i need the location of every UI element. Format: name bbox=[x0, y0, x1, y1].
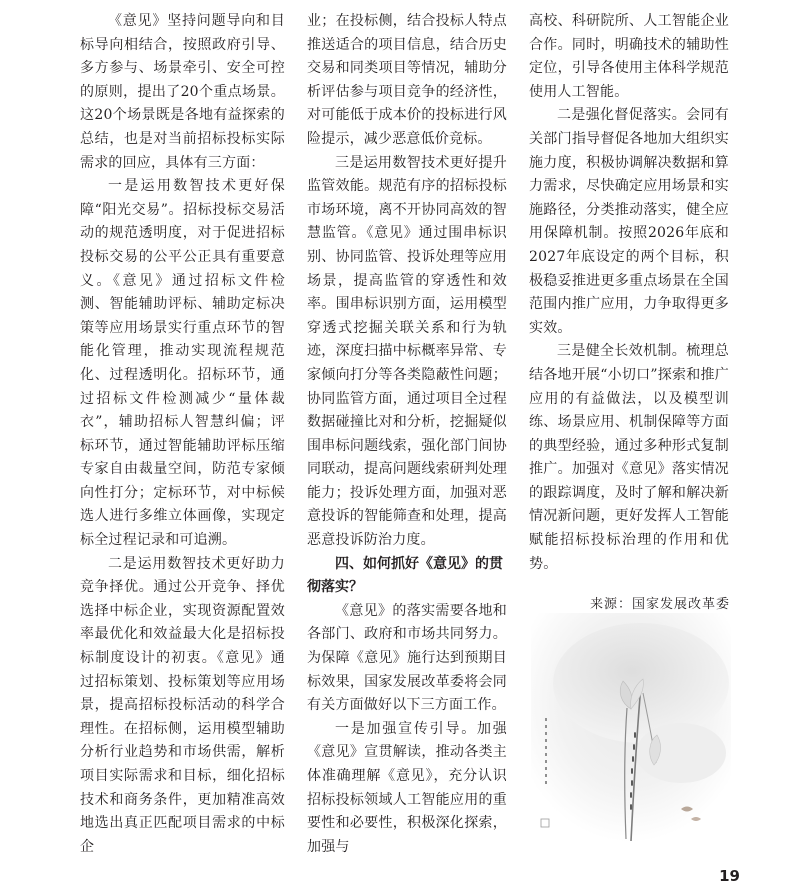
paragraph-continued: 高校、科研院所、人工智能企业合作。同时，明确技术的辅助性定位，引导各使用主体科学规范使用人工智能。 bbox=[529, 13, 729, 100]
paragraph: 《意见》的落实需要各地和各部门、政府和市场共同努力。为保障《意见》施行达到预期目标效果，国家发展改革委将会同有关方面做好以下三方面工作。 bbox=[307, 602, 507, 714]
paragraph: 一是加强宣传引导。加强《意见》宣贯解读，推动各类主体准确理解《意见》，充分认识招标投标领域人工智能应用的重要性和必要性，积极深化探索，加强与 bbox=[307, 720, 507, 855]
paragraph-continued: 《意见》坚持问题导向和目标导向相结合，按照政府引导、多方参与、场景牵引、安全可控的原则，提出了20个重点场景。这20个场景既是各地有益探索的总结，也是对当前招标投标实际需求的回应，具体有三方面： bbox=[80, 13, 285, 171]
paragraph: 一是运用数智技术更好保障“阳光交易”。招标投标交易活动的规范透明度，对于促进招标投标交易的公平公正具有重要意义。《意见》通过招标文件检测、智能辅助评标、辅助定标决策等应用场景实行重点环节的智能化管理，推动实现流程规范化、过程透明化。招标环节，通过招标文件检测减少“量体裁衣”，辅助招标人智慧纠偏；评标环节，通过智能辅助评标压缩专家自由裁量空间，防范专家倾向性打分；定标环节，对中标候选人进行多维立体画像，实现定标全过程记录和可追溯。 bbox=[80, 178, 285, 549]
ink-painting-illustration bbox=[531, 613, 731, 847]
source-credit: 来源：国家发展改革委 bbox=[590, 597, 731, 612]
section-heading: 四、如何抓好《意见》的贯彻落实？ bbox=[307, 555, 503, 596]
article-column-1 bbox=[80, 10, 285, 859]
page-number: 19 bbox=[719, 867, 740, 885]
paragraph: 三是运用数智技术更好提升监管效能。规范有序的招标投标市场环境，离不开协同高效的智慧监管。《意见》通过围串标识别、协同监管、投诉处理等应用场景，提高监管的穿透性和效率。围串标识别方面，运用模型穿透式挖掘关联关系和行为轨迹，深度扫描中标概率异常、专家倾向打分等各类隐蔽性问题；协同监管方面，通过项目全过程数据碰撞比对和分析，挖掘疑似围串标问题线索，强化部门间协同联动，提高问题线索研判处理能力；投诉处理方面，加强对恶意投诉的智能筛查和处理，提高恶意投诉防治力度。 bbox=[307, 154, 507, 549]
paragraph: 三是健全长效机制。梳理总结各地开展“小切口”探索和推广应用的有益做法，以及模型训练、场景应用、机制保障等方面的典型经验，通过多种形式复制推广。加强对《意见》落实情况的跟踪调度，及时了解和解决新情况新问题，更好发挥人工智能赋能招标投标治理的作用和优势。 bbox=[529, 343, 729, 572]
paragraph-continued: 业；在投标侧，结合投标人特点推送适合的项目信息，结合历史交易和同类项目等情况，辅助分析评估参与项目竞争的经济性，对可能低于成本价的投标进行风险提示，减少恶意低价竞标。 bbox=[307, 13, 507, 147]
paragraph: 二是强化督促落实。会同有关部门指导督促各地加大组织实施力度，积极协调解决数据和算力需求，尽快确定应用场景和实施路径，分类推动落实，健全应用保障机制。按照2026年底和2027年底设定的两个目标，积极稳妥推进更多重点场景在全国范围内推广应用，力争取得更多实效。 bbox=[529, 107, 729, 336]
paragraph: 二是运用数智技术更好助力竞争择优。通过公开竞争、择优选择中标企业，实现资源配置效率最优化和效益最大化是招标投标制度设计的初衷。《意见》通过招标策划、投标策划等应用场景，提高招标投标活动的科学合理性。在招标侧，运用模型辅助分析行业趋势和市场供需，解析项目实际需求和目标，细化招标技术和商务条件，更加精准高效地选出真正匹配项目需求的中标企 bbox=[80, 555, 285, 855]
article-column-2 bbox=[307, 10, 507, 859]
article-column-3 bbox=[529, 10, 729, 576]
